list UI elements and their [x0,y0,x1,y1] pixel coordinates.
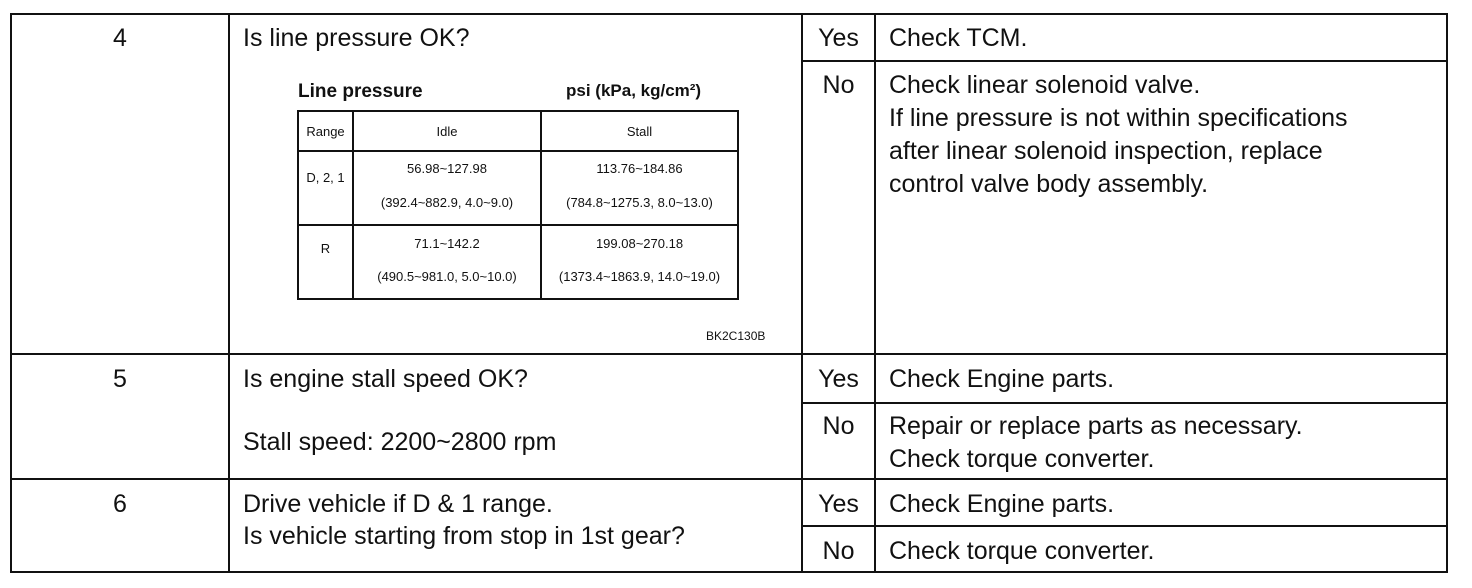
inner-divider [299,224,737,226]
step-number: 6 [113,490,127,518]
answer-no: No [822,71,855,99]
idle-psi: 56.98~127.98 [407,161,487,176]
answer-divider [801,402,1448,404]
question-text: Is vehicle starting from stop in 1st gear? [243,522,685,550]
line-pressure-table [297,110,739,300]
action-text: Check Engine parts. [889,490,1115,518]
stall-metric: (784.8~1275.3, 8.0~13.0) [566,195,713,210]
idle-metric: (490.5~981.0, 5.0~10.0) [377,269,517,284]
action-text: Check torque converter. [889,537,1155,565]
answer-yes: Yes [818,365,859,393]
question-text: Is line pressure OK? [243,24,470,52]
question-text: Drive vehicle if D & 1 range. [243,490,553,518]
question-text: Is engine stall speed OK? [243,365,528,393]
answer-no: No [822,412,855,440]
idle-psi: 71.1~142.2 [414,236,480,251]
header-idle: Idle [436,124,458,139]
stall-metric: (1373.4~1863.9, 14.0~19.0) [558,269,721,284]
action-text: Check TCM. [889,24,1028,52]
step-number: 4 [113,24,127,52]
inner-divider [299,150,737,152]
action-text: after linear solenoid inspection, replace [889,137,1323,165]
range-cell: R [320,241,331,256]
header-stall: Stall [626,124,653,139]
step-number: 5 [113,365,127,393]
answer-divider [801,525,1448,527]
answer-divider [801,60,1448,62]
table-border-right [1446,13,1448,573]
row-divider [10,478,1448,480]
action-text: Check torque converter. [889,445,1155,473]
range-cell: D, 2, 1 [306,170,345,185]
question-detail: Stall speed: 2200~2800 rpm [243,428,557,456]
answer-yes: Yes [818,24,859,52]
answer-yes: Yes [818,490,859,518]
header-range: Range [306,124,345,139]
action-text: Check Engine parts. [889,365,1115,393]
figure-id: BK2C130B [706,329,766,343]
answer-no: No [822,537,855,565]
stall-psi: 199.08~270.18 [595,236,684,251]
table-border-bottom [10,571,1448,573]
line-pressure-units: psi (kPa, kg/cm²) [566,81,702,100]
action-text: control valve body assembly. [889,170,1209,198]
table-border-top [10,13,1448,15]
stall-psi: 113.76~184.86 [596,161,683,176]
row-divider [10,353,1448,355]
action-text: Repair or replace parts as necessary. [889,412,1303,440]
idle-metric: (392.4~882.9, 4.0~9.0) [380,195,514,210]
action-text: If line pressure is not within specifications [889,104,1348,132]
column-divider [874,13,876,573]
action-text: Check linear solenoid valve. [889,71,1201,99]
line-pressure-title: Line pressure [298,81,423,102]
